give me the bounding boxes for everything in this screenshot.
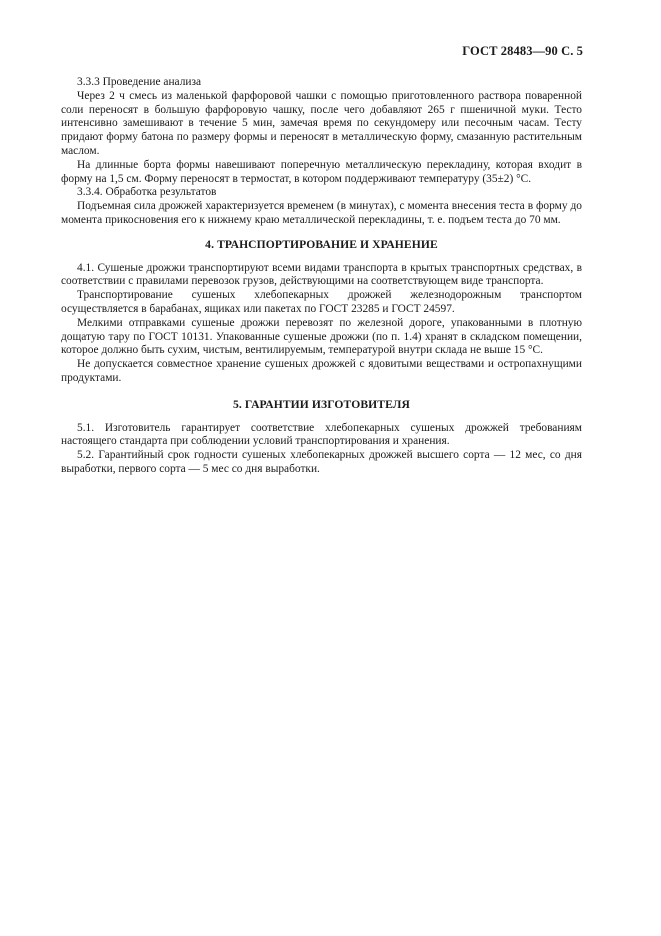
subsection-heading-3-3-3: 3.3.3 Проведение анализа bbox=[77, 76, 202, 88]
section-4-paragraph-1: 4.1. Сушеные дрожжи транспортируют всеми видами транспорта в крытых транспортных средствах, в соответствии с правилами перевозок грузов, действующими на соответствующем виде транспорта. bbox=[61, 261, 582, 288]
analysis-paragraph-3: Подъемная сила дрожжей характеризуется временем (в минутах), с момента внесения теста в форму до момента прикосновения его к нижнему краю металлической перекладины, т. е. подъем теста до 70 мм. bbox=[61, 200, 582, 226]
running-header: ГОСТ 28483—90 С. 5 bbox=[462, 44, 583, 58]
section-5-title: 5. ГАРАНТИИ ИЗГОТОВИТЕЛЯ bbox=[232, 397, 411, 411]
analysis-paragraph-2: На длинные борта формы навешивают поперечную металлическую перекладину, которая входит в форму на 1,5 см. Форму переносят в термостат, в котором поддерживают температуру (35±2) °С. bbox=[61, 158, 582, 185]
document-body bbox=[61, 76, 582, 477]
section-4-paragraph-2: Транспортирование сушеных хлебопекарных дрожжей железнодорожным транспортом осуществляется в барабанах, ящиках или пакетах по ГОСТ 23285 и ГОСТ 24597. bbox=[61, 289, 582, 315]
analysis-paragraph-1: Через 2 ч смесь из маленькой фарфоровой чашки с помощью приготовленного раствора поваренной соли переносят в большую фарфоровую чашку, после чего добавляют 265 г пшеничной муки. Тесто интенсивно замешивают в течение 5 мин, замечая время по секундомеру или песочным часам. Тесту придают форму батона по размеру формы и переносят в металлическую форму, смазанную растительным маслом. bbox=[61, 89, 582, 157]
subsection-heading-3-3-4: 3.3.4. Обработка результатов bbox=[77, 186, 217, 199]
section-4-paragraph-4: Не допускается совместное хранение сушеных дрожжей с ядовитыми веществами и остропахнущими продуктами. bbox=[61, 358, 582, 384]
section-4-paragraph-3: Мелкими отправками сушеные дрожжи перевозят по железной дороге, упакованными в плотную дощатую тару по ГОСТ 10131. Упакованные сушеные дрожжи (по п. 1.4) хранят в складском помещении, которое должно быть сухим, чистым, вентилируемым, температурой внутри склада не выше 15 °С. bbox=[61, 316, 582, 357]
section-5-paragraph-1: 5.1. Изготовитель гарантирует соответствие хлебопекарных сушеных дрожжей требованиям настоящего стандарта при соблюдении условий транспортирования и хранения. bbox=[61, 421, 582, 448]
section-4-title: 4. ТРАНСПОРТИРОВАНИЕ И ХРАНЕНИЕ bbox=[205, 237, 438, 251]
section-5-paragraph-2: 5.2. Гарантийный срок годности сушеных хлебопекарных дрожжей высшего сорта — 12 мес, со дня выработки, первого сорта — 5 мес со дня выработки. bbox=[61, 449, 582, 475]
